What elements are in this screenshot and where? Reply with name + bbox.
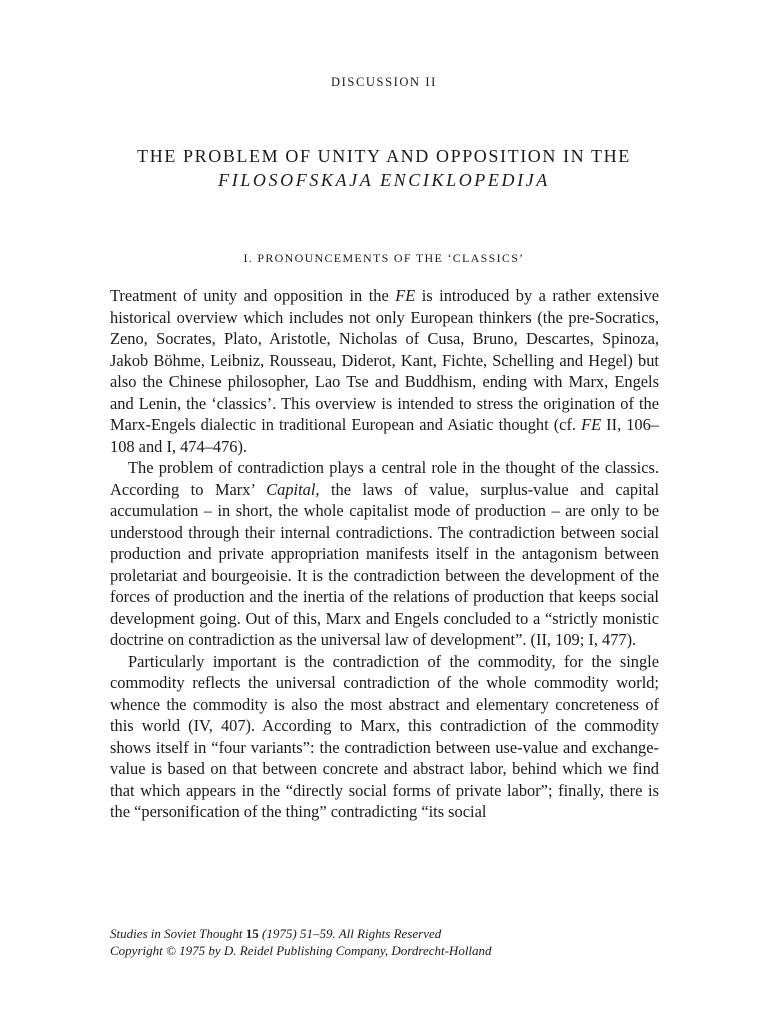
p2-text-b: the laws of value, surplus-value and capital accumulation – in short, the whole capitalist mode of production – are only to be understood through their internal contradictions. The contradiction between social production and private appropriation manifests itself in the antagonism between proletariat and bourgeoisie. It is the contradiction between the development of the forces of production and the inertia of the relations of production that keeps social development going. Out of this, Marx and Engels concluded to a “strictly monistic doctrine on contradiction as the universal law of development”. (II, 109; I, 477). <box>110 479 660 649</box>
p2-capital-title: Capital, <box>266 479 320 499</box>
p1-text-c: II, 106–108 and I, 474–476). <box>110 415 659 456</box>
body-text <box>110 285 659 823</box>
title-line-1: THE PROBLEM OF UNITY AND OPPOSITION IN THE <box>137 146 631 166</box>
section-heading: I. PRONOUNCEMENTS OF THE ‘CLASSICS’ <box>243 251 525 265</box>
journal-name: Studies in Soviet Thought <box>110 926 246 941</box>
p1-text-b: is introduced by a rather extensive historical overview which includes not only European thinkers (the pre-Socratics, Zeno, Socrates, Plato, Aristotle, Nicholas of Cusa, Bruno, Descartes, Spinoza, Jakob Böhme, Leibniz, Rousseau, Diderot, Kant, Fichte, Schelling and Hegel) but also the Chinese philosopher, Lao Tse and Buddhism, ending with Marx, Engels and Lenin, the ‘classics’. This overview is intended to stress the origination of the Marx-Engels dialectic in traditional European and Asiatic thought (cf. <box>110 286 660 434</box>
copyright-line: Copyright © 1975 by D. Reidel Publishing Company, Dordrecht-Holland <box>110 943 492 958</box>
p1-text-a: Treatment of unity and opposition in the <box>110 286 396 305</box>
p1-fe-abbrev: FE <box>395 286 416 305</box>
journal-citation <box>110 925 670 942</box>
paragraph-1 <box>110 285 659 457</box>
p1-fe-abbrev-2: FE <box>581 415 602 434</box>
paragraph-3: Particularly important is the contradiction of the commodity, for the single commodity reflects the universal contradiction of the whole commodity world; whence the commodity is also the most abstract and elementary concreteness of this world (IV, 407). According to Marx, this contradiction of the commodity shows itself in “four variants”: the contradiction between use-value and exchange-value is based on that between concrete and abstract labor, behind which we find that which appears in the “directly social forms of private labor”; finally, there is the “personification of the thing” contradicting “its social <box>110 651 659 821</box>
p2-text-a: The problem of contradiction plays a central role in the thought of the classics. According to Marx’ <box>110 458 659 499</box>
journal-volume: 15 <box>245 926 259 941</box>
journal-pages-rights: (1975) 51–59. All Rights Reserved <box>258 926 442 941</box>
title-line-2: FILOSOFSKAJA ENCIKLOPEDIJA <box>218 170 550 190</box>
paragraph-2 <box>110 457 659 651</box>
article-title <box>0 144 768 192</box>
citation-footer <box>110 925 670 959</box>
discussion-label: DISCUSSION II <box>331 75 437 89</box>
